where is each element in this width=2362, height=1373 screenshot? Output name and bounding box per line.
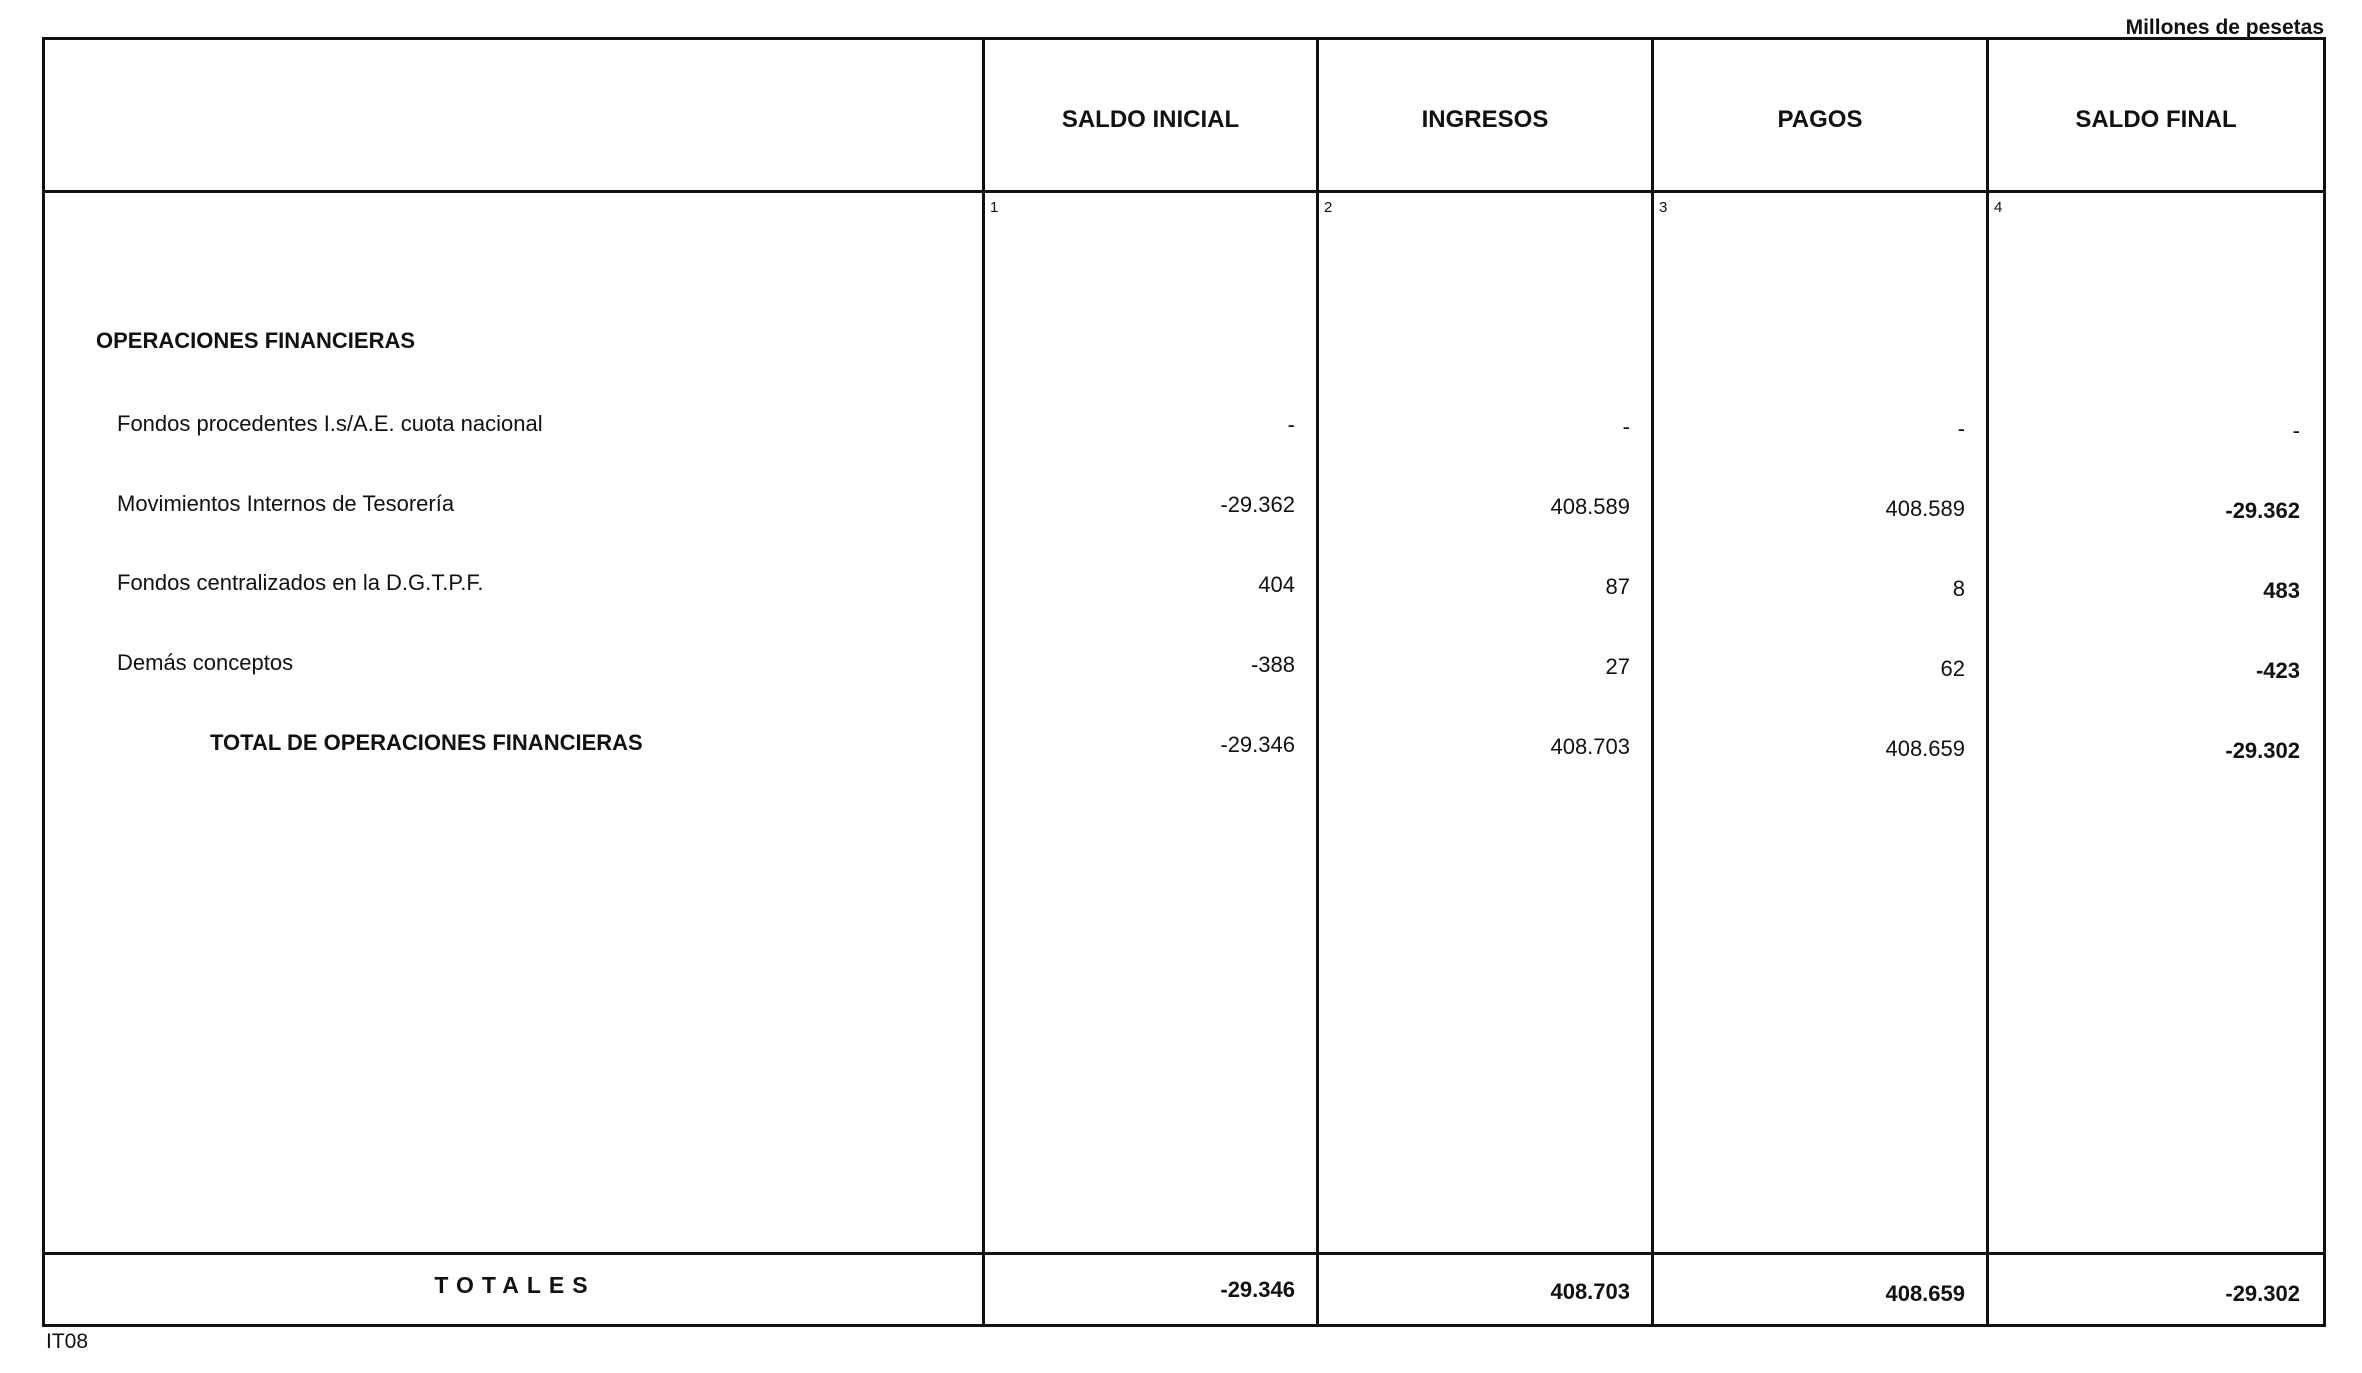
totals-divider xyxy=(42,1252,2326,1255)
cell-saldo-final: -29.362 xyxy=(2225,498,2300,523)
total-pagos: 408.659 xyxy=(1885,736,1965,761)
cell-pagos: 62 xyxy=(1940,656,1965,681)
footer-code: IT08 xyxy=(46,1330,89,1353)
totales-ingresos: 408.703 xyxy=(1550,1279,1630,1304)
column-divider xyxy=(1986,37,1989,1327)
cell-saldo-final: 483 xyxy=(2263,578,2300,603)
row-label: Demás conceptos xyxy=(117,650,294,675)
totales-label: TOTALES xyxy=(434,1272,596,1298)
column-header-saldo-final: SALDO FINAL xyxy=(2075,106,2237,133)
totales-saldo-inicial: -29.346 xyxy=(1220,1277,1295,1302)
totales-saldo-final: -29.302 xyxy=(2225,1281,2300,1306)
cell-ingresos: - xyxy=(1622,414,1630,439)
row-label: Movimientos Internos de Tesorería xyxy=(117,491,455,516)
cell-ingresos: 408.589 xyxy=(1550,494,1630,519)
cell-saldo-inicial: -388 xyxy=(1250,652,1295,677)
total-saldo-final: -29.302 xyxy=(2225,738,2300,763)
cell-saldo-final: -423 xyxy=(2255,658,2300,683)
column-header-saldo-inicial: SALDO INICIAL xyxy=(1061,106,1240,133)
row-label: Fondos procedentes I.s/A.E. cuota nacional xyxy=(117,411,543,436)
table-frame xyxy=(42,37,2326,1327)
section-title: OPERACIONES FINANCIERAS xyxy=(96,328,416,353)
cell-saldo-inicial: - xyxy=(1287,412,1295,437)
column-number: 3 xyxy=(1659,199,1668,216)
cell-pagos: - xyxy=(1957,416,1965,441)
column-number: 2 xyxy=(1324,199,1333,216)
column-number: 1 xyxy=(990,199,999,216)
column-divider xyxy=(1316,37,1319,1327)
row-label: Fondos centralizados en la D.G.T.P.F. xyxy=(117,570,484,595)
cell-pagos: 408.589 xyxy=(1885,496,1965,521)
cell-saldo-inicial: -29.362 xyxy=(1220,492,1295,517)
totales-pagos: 408.659 xyxy=(1885,1281,1965,1306)
column-divider xyxy=(1651,37,1654,1327)
cell-ingresos: 27 xyxy=(1605,654,1630,679)
total-ingresos: 408.703 xyxy=(1550,734,1630,759)
cell-pagos: 8 xyxy=(1952,576,1965,601)
total-row-label: TOTAL DE OPERACIONES FINANCIERAS xyxy=(210,730,643,755)
column-header-ingresos: INGRESOS xyxy=(1421,106,1549,133)
cell-saldo-inicial: 404 xyxy=(1258,572,1295,597)
column-header-pagos: PAGOS xyxy=(1777,106,1863,133)
column-divider xyxy=(982,37,985,1327)
total-saldo-inicial: -29.346 xyxy=(1220,732,1295,757)
header-divider xyxy=(42,190,2326,193)
column-number: 4 xyxy=(1994,199,2003,216)
cell-ingresos: 87 xyxy=(1605,574,1630,599)
cell-saldo-final: - xyxy=(2292,418,2300,443)
unit-label: Millones de pesetas xyxy=(2125,16,2324,39)
